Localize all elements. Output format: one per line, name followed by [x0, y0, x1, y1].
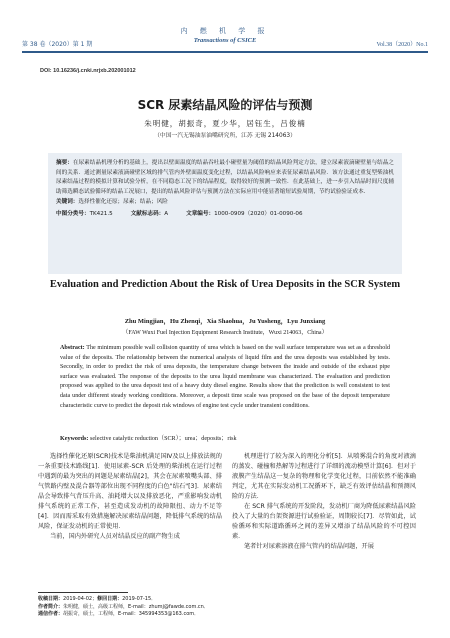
revised-date: 2019-07-15．	[122, 596, 157, 602]
footnote-dates	[38, 596, 238, 604]
article-title-en: Evaluation and Prediction About the Risk of Urea Deposits in the SCR System	[49, 279, 401, 290]
abstract-en-text: The minimum possible wall collision quantity of urea which is based on the wall surface temperature was set as a threshold value of the deposits. The relationship between the numerical analysis of liquid film and the urea deposits was established by tests. Secondly, in order to predict the risk of urea deposits, the temperature change between the inside and outside of the exhaust pipe surface was evaluated. The response of the deposits to the urea liquid membrane was characterized. The evaluation and prediction proposed was applied to the urea deposit test of a heavy duty diesel engine. Results show that the prediction is well consistent to test data under different steady working conditions. Moreover, a deposit time scale was proposed on the base of the deposit temperature characteristic curve to predict the deposit risk windows of engine test cycle under transient conditions.	[60, 345, 390, 409]
classification-meta	[56, 209, 394, 217]
body-paragraph: 在 SCR 排气系统的开发阶段，发动机厂商为降低尿素结晶风险投入了大量的台架资源进行试验验证，周期较长[7]．尽管如此，试验循环和实际道路循环之间的差异又增添了结晶风险的不可控因素．	[232, 503, 416, 540]
body-paragraph: 当前，国内外研究人员对结晶反应的副产物生成	[50, 533, 180, 540]
doi: DOI: 10.16236/j.cnki.nrjxb.202001012	[40, 68, 136, 74]
affiliation-en: （FAW Wuxi Fuel Injection Equipment Research Institute，Wuxi 214063，China）	[122, 330, 328, 336]
footnote-rule	[38, 592, 128, 593]
authors-cn: 朱明健，胡振奇，夏少华，居钰生，吕俊楠	[144, 119, 306, 128]
article-id	[186, 209, 302, 217]
id-value: 1000-0909（2020）01-0090-06	[214, 210, 303, 217]
journal-title-cn: 内 燃 机 学 报	[180, 27, 270, 35]
keywords-en	[60, 433, 390, 442]
received-date: 2019-04-02；	[63, 596, 98, 602]
affiliation-cn: （中国一汽无锡油泵油嘴研究所，江苏 无锡 214063）	[154, 133, 296, 139]
keywords-en-text: selective catalytic reduction（SCR）；urea；deposits；risk	[89, 436, 237, 442]
footnote	[38, 596, 238, 619]
corresponding-label: 通信作者：	[38, 611, 64, 618]
keywords-en-label: Keywords:	[60, 436, 89, 442]
clc-label: 中图分类号：	[56, 210, 90, 217]
doc-label: 文献标志码：	[130, 210, 165, 217]
author-label: 作者简介：	[38, 603, 64, 610]
abstract-en-label: Abstract:	[60, 345, 85, 351]
authors-en: Zhu Mingjian，Hu Zhenqi，Xia Shaohua，Ju Yusheng，Lyu Junxiang	[124, 318, 326, 325]
abstract-en	[60, 344, 390, 411]
journal-header	[0, 0, 450, 50]
received-label: 收稿日期：	[38, 596, 64, 602]
footnote-corresponding	[38, 611, 238, 619]
abstract-cn	[56, 159, 394, 198]
body-paragraph: 机理进行了较为深入的理化分析[5]．从喷雾混合的角度对液滴的蒸发、碰撞和热解等过程进行了详细的流动模型计算[6]．但对于液膜产生结晶这一复杂的物理和化学变化过程，目前依然不能准确判定，尤其在实际发动机工况循环下，缺乏有效评估结晶和预测风险的方法．	[232, 453, 416, 500]
header-rule	[22, 51, 428, 53]
article-title-cn: SCR 尿素结晶风险的评估与预测	[137, 98, 313, 112]
body-column-left	[38, 452, 222, 542]
revised-label: 修回日期：	[97, 596, 123, 602]
clc-number	[56, 209, 113, 217]
id-label: 文章编号：	[186, 210, 215, 217]
body-paragraph: 选择性催化还原(SCR)技术是柴油机满足国Ⅳ及以上排放法规的一条重要技术路线[1]．使用尿素-SCR 后处理的柴油机在运行过程中遇到的最为突出的问题是尿素结晶[2]，其会在尿素喷嘴头部、排气管路内壁及混合器等部位出现不同程度的白色"结石"[3]．尿素结晶会导致排气背压升高、油耗增大以及排放恶化，严重影响发动机排气系统的正常工作，甚至造成发动机的故障限扭、动力不足等[4]．因而需采取有效措施解决尿素结晶问题，降低排气系统的结晶风险，保证发动机的正常使用．	[38, 453, 222, 530]
journal-title-en: Transactions of CSICE	[193, 37, 257, 44]
abstract-cn-text: 在尿素结晶机理分析的基础上，提出以壁面温度的结晶吞吐最小碰壁量为阈值的结晶风险判定方法，建立尿素液滴碰壁量与结晶之间的关系．通过测量尿素液滴碰壁区域的排气管内外壁面温度变化过程，以结晶风险响应来表征尿素结晶风险．该方法通过重复型柴油机尿素结晶过程的模拟计算和试验分析，在不同稳态工况下的结晶程度，取得较好的预测一致性．在此基础上，进一步引入结晶时间尺度辅助筛选瞬态试验循环的结晶工况展口，提出的结晶风险评估与预测方法在实际应用中能显著缩短试验周期，节约试验验证成本．	[56, 160, 394, 196]
volume-issue-en: Vol.38（2020）No.1	[376, 42, 428, 48]
corresponding-info: 胡振奇，硕士，工程师，E-mail：345994353@163.com．	[63, 611, 200, 618]
clc-value: TK421.5	[89, 210, 113, 217]
author-info: 朱明健，硕士，高级工程师，E-mail：zhumj@fawde.com.cn．	[63, 603, 209, 610]
abstract-cn-label: 摘要：	[56, 160, 73, 166]
doc-value: A	[164, 210, 169, 217]
keywords-cn-text: 选择性催化还原；尿素；结晶；风险	[78, 198, 168, 205]
body-column-right	[232, 452, 416, 552]
keywords-cn-label: 关键词：	[56, 198, 79, 205]
volume-issue-cn: 第 38 卷（2020）第 1 期	[22, 41, 93, 48]
abstract-cn-box	[48, 153, 402, 274]
body-paragraph: 笔者针对尿素溶液在排气管内的结晶问题，开展	[244, 543, 374, 550]
keywords-cn	[56, 198, 394, 208]
document-code	[131, 209, 168, 217]
